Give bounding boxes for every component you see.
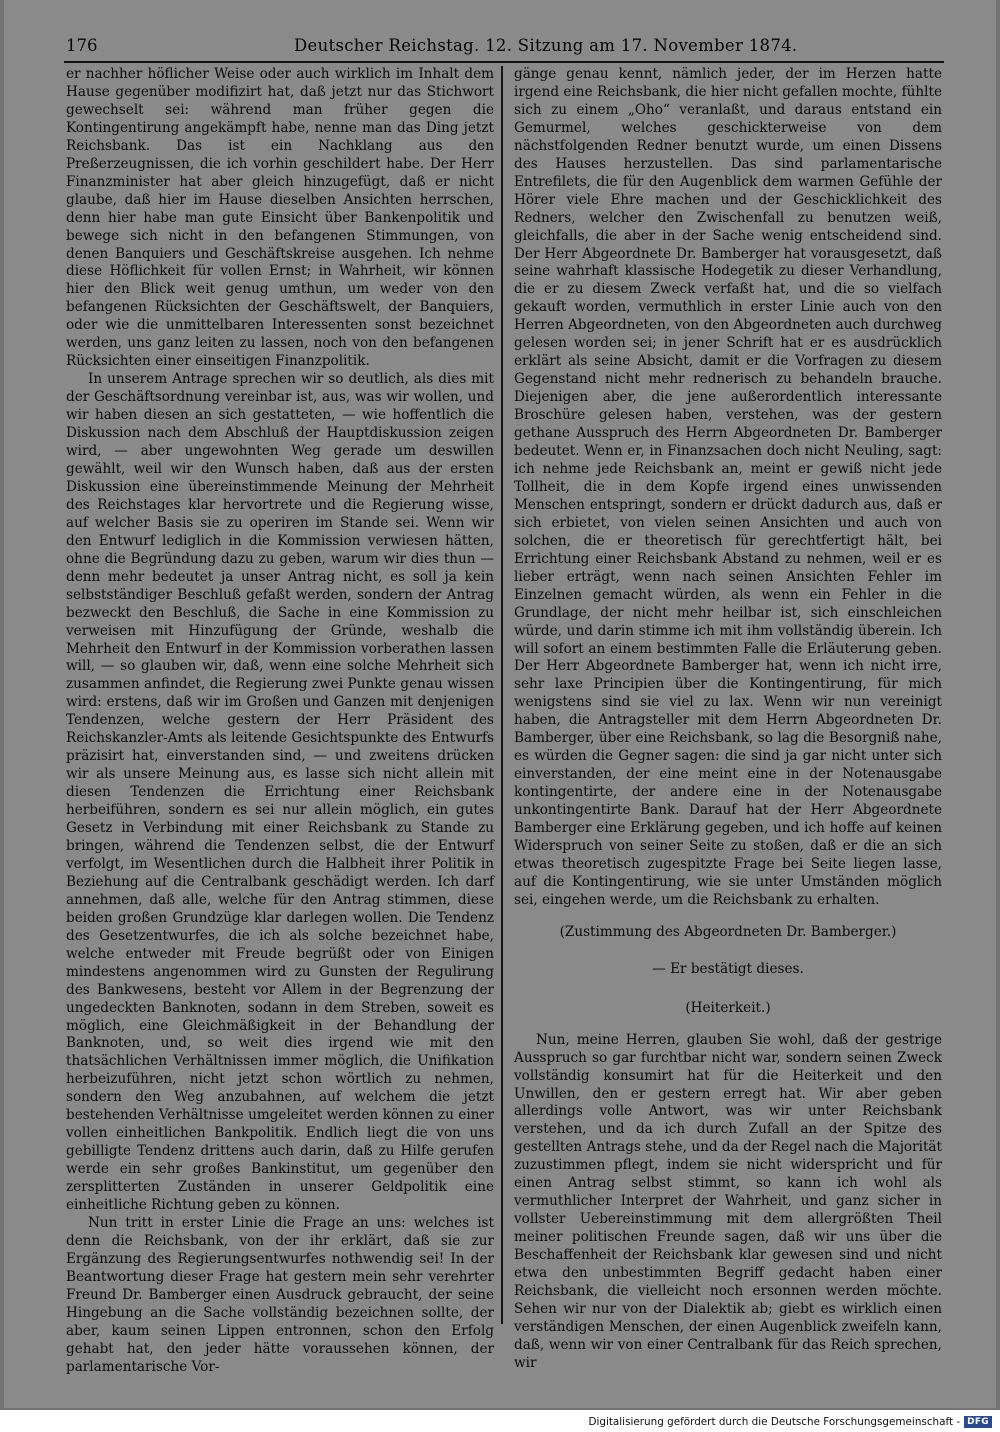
header-rule — [64, 61, 944, 63]
left-paragraph-2: In unserem Antrage sprechen wir so deutlich, als dies mit der Geschäftsordnung vereinbar ist, aus, was wir wollen, und wir haben diesen an sich gestatteten, — wie hoffentlich die Diskussion nach dem Abschluß der Hauptdiskussion zeigen wird, — aber ungewohnten Weg gerade um deswillen gewählt, weil wir den Wunsch haben, daß aus der ersten Diskussion eine übereinstimmende Meinung der Mehrheit des Reichstages klar hervortrete und die Regierung wisse, auf welcher Basis sie zu operiren im Stande sei. Wenn wir den Entwurf lediglich in die Kommission verwiesen hätten, ohne die Begründung dazu zu geben, warum wir dies thun — denn mehr bedeutet ja unser Antrag nicht, es soll ja kein selbstständiger Beschluß gefaßt werden, sondern der Antrag bezweckt den Beschluß, die Sache in eine Kommission zu verweisen mit Hinzufügung der Gründe, weshalb die Mehrheit den Entwurf in der Kommission vorberathen lassen will, — so glauben wir, daß, wenn eine solche Mehrheit sich zusammen anfindet, die Regierung zwei Punkte genau wissen wird: erstens, daß wir im Großen und Ganzen mit denjenigen Tendenzen, welche gestern der Herr Präsident des Reichskanzler-Amts als leitende Gesichtspunkte des Entwurfs präzisirt hat, einverstanden sind, — und zweitens drücken wir als unsere Meinung aus, es lasse sich nicht allein mit diesen Tendenzen die Errichtung einer Reichsbank herbeiführen, sondern es sei nur allein möglich, ein gutes Gesetz in Verbindung mit einer Reichsbank zu Stande zu bringen, während die Tendenzen selbst, die der Entwurf verfolgt, im Wesentlichen durch die Halbheit ihrer Politik in Beziehung auf die Centralbank geschädigt werden. Ich darf annehmen, daß alle, welche für den Antrag stimmen, diese beiden großen Grundzüge klar darlegen wollen. Die Tendenz des Gesetzentwurfes, die ich als solche bezeichnet habe, welche entweder mit Freude begrüßt oder von Einigen mindestens angenommen wird zu Gunsten der Regulirung des Bankwesens, besteht vor Allem in der Begrenzung der ungedeckten Banknoten, sodann in dem Streben, soweit es möglich, eine Gleichmäßigkeit in der Behandlung der Banknoten, und, so weit dies irgend wie mit den thatsächlichen Verhältnissen immer möglich, die Unifikation herbeizuführen, nicht jetzt schon wörtlich zu nehmen, sondern den Weg anzubahnen, auf welchem die jetzt bestehenden Verhältnisse umgeleitet werden können zu einer vollen einheitlichen Bankpolitik. Endlich liegt die von uns gebilligte Tendenz drittens auch darin, daß zu Hilfe gerufen werde ein sehr großes Bankinstitut, um gegenüber den zersplitterten Zuständen in unserer Geldpolitik eine einheitliche Richtung geben zu können. — [66, 371, 494, 1214]
left-paragraph-3: Nun tritt in erster Linie die Frage an uns: welches ist denn die Reichsbank, von der ihr erklärt, daß sie zur Ergänzung des Regierungsentwurfes nothwendig sei! In der Beantwortung dieser Frage hat gestern mein sehr verehrter Freund Dr. Bamberger einen Ausdruck gebraucht, der seine Hingebung an die Sache vollständig bezeichnen sollte, der aber, kaum seinen Lippen entronnen, schon den Erfolg gehabt hat, den jeder hätte voraussehen können, der parlamentarische Vor- — [66, 1215, 494, 1375]
credit-text: Digitalisierung gefördert durch die Deutsche Forschungsgemeinschaft - — [588, 1416, 961, 1428]
right-paragraph-1: gänge genau kennt, nämlich jeder, der im Herzen hatte irgend eine Reichsbank, die hier nicht gefallen mochte, fühlte sich zu einem „Oho“ veranlaßt, und daraus entstand ein Gemurmel, welches geschickterweise von dem nächstfolgenden Redner benutzt wurde, um einen Dissens des Hauses herzustellen. Das sind parlamentarische Entrefilets, die für den Augenblick dem warmen Gefühle der Hörer viele Ehre machen und der Geschicklichkeit des Redners, welcher den Zwischenfall zu benutzen weiß, gleichfalls, die aber in der Sache wenig entscheidend sind. Der Herr Abgeordnete Dr. Bamberger hat vorausgesetzt, daß seine wahrhaft klassische Hodegetik zu dieser Verhandlung, die er zu diesem Zweck verfaßt hat, und die so vielfach gekauft worden, vermuthlich in erster Linie auch von den Herren Abgeordneten, von den Abgeordneten auch durchweg gelesen worden sei; in jener Schrift hat er es ausdrücklich erklärt als seine Absicht, damit er die Vorfragen zu diesem Gegenstand nicht mehr rednerisch zu behandeln brauche. Diejenigen aber, die jene außerordentlich interessante Broschüre gelesen haben, verstehen, was der gestern gethane Ausspruch des Herrn Abgeordneten Dr. Bamberger bedeutet. Wenn er, in Finanzsachen doch nicht Neuling, sagt: ich nehme jede Reichsbank an, meint er gewiß nicht jede Tollheit, die in dem Kopfe irgend eines unwissenden Menschen entspringt, sondern er drückt dadurch aus, daß er sich erbietet, von vielen seinen Ansichten und auch von solchen, die er theoretisch für gerechtfertigt hält, bei Errichtung einer Reichsbank Abstand zu nehmen, weil er es lieber erträgt, wenn nach seinen Ansichten Fehler im Einzelnen gemacht würden, als wenn ein Fehler in die Grundlage, der nicht mehr heilbar ist, sich einschleichen würde, und darin stimme ich mit ihm vollständig überein. Ich will sofort an einem bestimmten Falle die Erläuterung geben. Der Herr Abgeordnete Bamberger hat, wenn ich nicht irre, sehr laxe Principien über die Kontingentirung, für mich wenigstens sind sie viel zu lax. Wenn wir nun vereinigt haben, die Antragsteller mit dem Herrn Abgeordneten Dr. Bamberger, über eine Reichsbank, so lag die Besorgniß nahe, es würden die Gegner sagen: die sind ja gar nicht unter sich einverstanden, der eine meint eine in der Notenausgabe kontingentirte, der andere eine in der Notenausgabe unkontingentirte Bank. Darauf hat der Herr Abgeordnete Bamberger eine Erklärung gegeben, und ich hoffe auf keinen Widerspruch von seiner Seite zu stoßen, daß er die an sich etwas theoretisch zugespitzte Frage bei Seite liegen lasse, auf die Kontingentirung, wie sie unter Umständen möglich sei, eingehen werde, um die Reichsbank zu erhalten. — [514, 66, 942, 908]
page-number: 176 — [66, 36, 98, 55]
left-column — [66, 66, 494, 1377]
interjection-approval: (Zustimmung des Abgeordneten Dr. Bamberger.) — [559, 923, 897, 940]
running-title: Deutscher Reichstag. 12. Sitzung am 17. November 1874. — [294, 36, 798, 55]
right-paragraph-2: Nun, meine Herren, glauben Sie wohl, daß der gestrige Ausspruch so gar furchtbar nicht war, sondern seinen Zweck vollständig konsumirt hat für die Heiterkeit und den Unwillen, den er gestern erregt hat. Wir aber geben allerdings volle Antwort, was wir unter Reichsbank verstehen, und da ich durch Zufall an der Spitze des gestellten Antrags stehe, und da der Regel nach die Majorität zuzustimmen pflegt, indem sie nicht widerspricht und für einen Antrag selbst stimmt, so kann ich wohl als vermuthlicher Interpret der Wahrheit, und ganz sicher in vollster Uebereinstimmung mit dem allergrößten Theil meiner politischen Freunde sagen, daß wir uns über die Beschaffenheit der Reichsbank klar gewesen sind und nicht etwa den unbestimmten Begriff gedacht haben einer Reichsbank, die vielleicht noch ersonnen werden möchte. Sehen wir nur von der Dialektik ab; giebt es wirklich einen verständigen Menschen, der einen Augenblick zweifeln kann, daß, wenn wir von einer Centralbank für das Reich sprechen, wir — [514, 1031, 942, 1371]
page-sheet — [4, 0, 996, 1408]
left-paragraph-1: er nachher höflicher Weise oder auch wirklich im Inhalt dem Hause gegenüber modifizirt hat, daß jetzt nur das Stichwort gewechselt sei: während man früher gegen die Kontingentirung angekämpft habe, nenne man das Ding jetzt Reichsbank. Das ist ein Nachklang aus den Preßerzeugnissen, die ich vorhin geschildert habe. Der Herr Finanzminister hat aber gleich hinzugefügt, daß er nicht glaube, daß hier im Hause dieselben Ansichten herrschen, denn hier habe man gute Einsicht über Bankenpolitik und bewege sich nicht in den befangenen Stimmungen, von denen Banquiers und Geschäftskreise ausgehen. Ich nehme diese Höflichkeit für vollen Ernst; in Wahrheit, wir können hier den Blick weit genug umthun, um weder von den befangenen Rücksichten der Geschäftswelt, der Banquiers, oder wie die unmittelbaren Interessenten sonst bezeichnet werden, uns ganz leiten zu lassen, noch von den befangenen Rücksichten einer einseitigen Finanzpolitik. — [66, 66, 494, 370]
digitization-credit — [588, 1414, 992, 1430]
page-header — [66, 36, 946, 62]
interjection-confirm: — Er bestätigt dieses. — [652, 960, 804, 977]
right-column — [514, 66, 942, 1373]
interjection-laughter: (Heiterkeit.) — [685, 999, 771, 1016]
dfg-logo-icon: DFG — [964, 1416, 992, 1428]
column-rule — [501, 66, 503, 1324]
